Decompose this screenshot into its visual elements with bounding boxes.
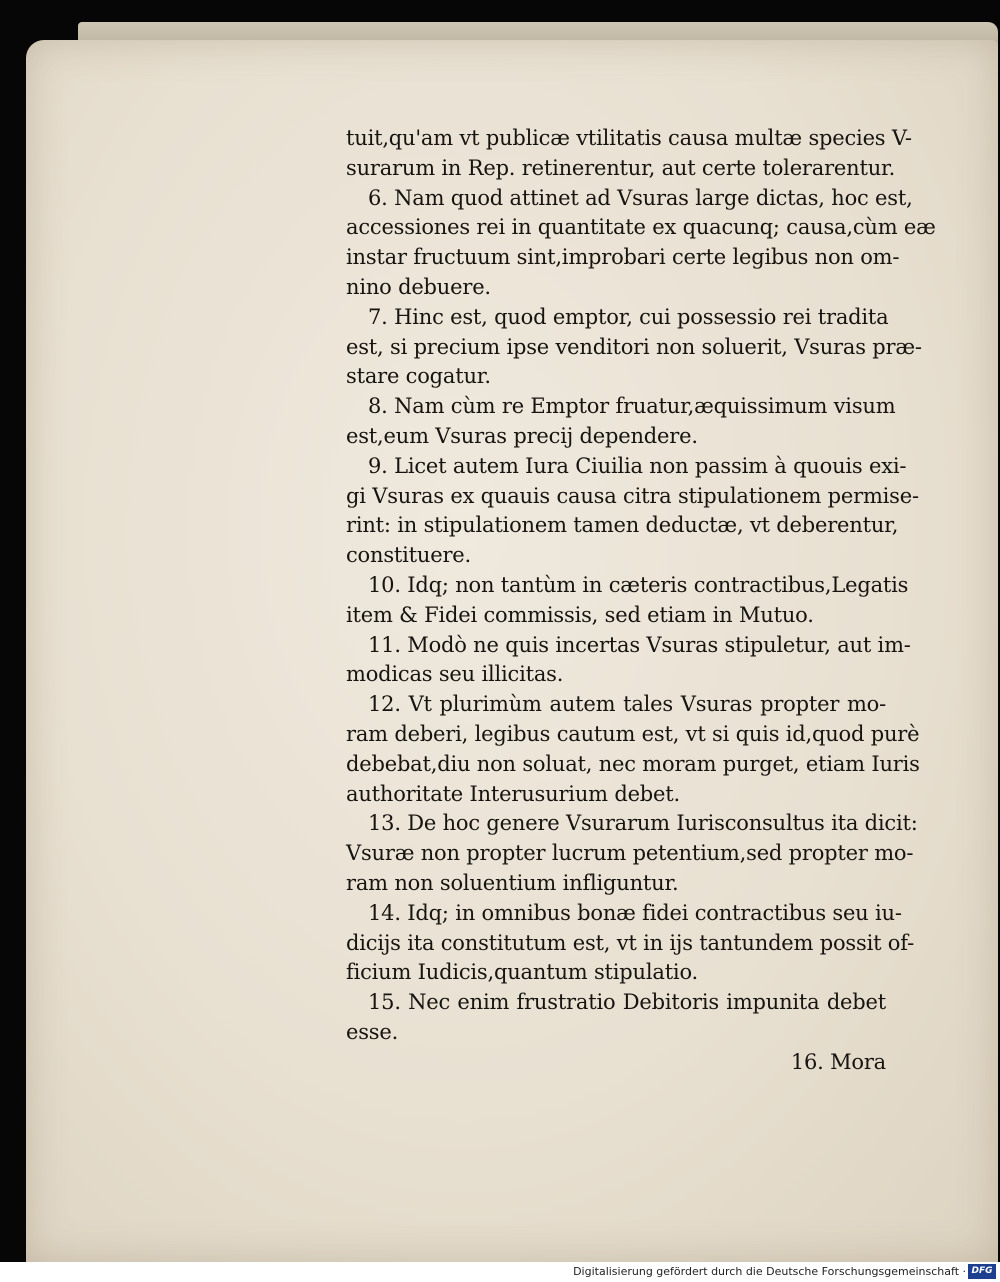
text-line: est,eum Vsuras precij dependere. bbox=[346, 423, 698, 448]
document-text bbox=[346, 124, 936, 1078]
text-line: dicijs ita constitutum est, vt in ijs tantundem possit of- bbox=[346, 930, 914, 955]
footer-bar bbox=[0, 1262, 1000, 1282]
text-line: esse. bbox=[346, 1019, 399, 1044]
text-line: 7. Hinc est, quod emptor, cui possessio rei tradita bbox=[368, 304, 889, 329]
text-line: debebat,diu non soluat, nec moram purget, etiam Iuris bbox=[346, 751, 920, 776]
text-line: 12. Vt plurimùm autem tales Vsuras propter mo- bbox=[368, 692, 886, 717]
text-line: gi Vsuras ex quauis causa citra stipulationem permise- bbox=[346, 483, 919, 508]
text-line: tuit,qu'am vt publicæ vtilitatis causa multæ species V- bbox=[346, 126, 912, 150]
text-line: 8. Nam cùm re Emptor fruatur,æquissimum visum bbox=[368, 394, 896, 419]
dfg-logo-icon: DFG bbox=[968, 1264, 996, 1279]
text-line: 9. Licet autem Iura Ciuilia non passim à quouis exi- bbox=[368, 453, 907, 478]
text-line: modicas seu illicitas. bbox=[346, 662, 564, 687]
text-line: ram non soluentium infliguntur. bbox=[346, 870, 679, 895]
text-line: 13. De hoc genere Vsurarum Iurisconsultus ita dicit: bbox=[368, 811, 918, 836]
text-line: 6. Nam quod attinet ad Vsuras large dictas, hoc est, bbox=[368, 185, 913, 210]
text-line: est, si precium ipse venditori non soluerit, Vsuras præ- bbox=[346, 334, 922, 359]
text-line: 10. Idq; non tantùm in cæteris contractibus,Legatis bbox=[368, 572, 909, 597]
text-line: surarum in Rep. retinerentur, aut certe tolerarentur. bbox=[346, 155, 896, 180]
text-line: rint: in stipulationem tamen deductæ, vt deberentur, bbox=[346, 513, 899, 538]
text-line: ram deberi, legibus cautum est, vt si quis id,quod purè bbox=[346, 721, 920, 746]
text-line: instar fructuum sint,improbari certe legibus non om- bbox=[346, 245, 900, 270]
text-line: authoritate Interusurium debet. bbox=[346, 781, 680, 806]
text-line: ficium Iudicis,quantum stipulatio. bbox=[346, 960, 698, 985]
text-line: 15. Nec enim frustratio Debitoris impunita debet bbox=[368, 990, 886, 1015]
text-line: 14. Idq; in omnibus bonæ fidei contractibus seu iu- bbox=[368, 900, 902, 925]
footer-credit: Digitalisierung gefördert durch die Deutsche Forschungsgemeinschaft · bbox=[573, 1265, 966, 1278]
text-line: 11. Modò ne quis incertas Vsuras stipuletur, aut im- bbox=[368, 632, 911, 657]
text-line: constituere. bbox=[346, 543, 471, 568]
catchword: 16. Mora bbox=[790, 1049, 886, 1074]
text-line: Vsuræ non propter lucrum petentium,sed propter mo- bbox=[346, 841, 914, 866]
text-line: accessiones rei in quantitate ex quacunq; causa,cùm eæ bbox=[346, 215, 936, 240]
text-line: item & Fidei commissis, sed etiam in Mutuo. bbox=[346, 602, 814, 627]
text-line: stare cogatur. bbox=[346, 364, 491, 389]
text-line: nino debuere. bbox=[346, 274, 491, 299]
